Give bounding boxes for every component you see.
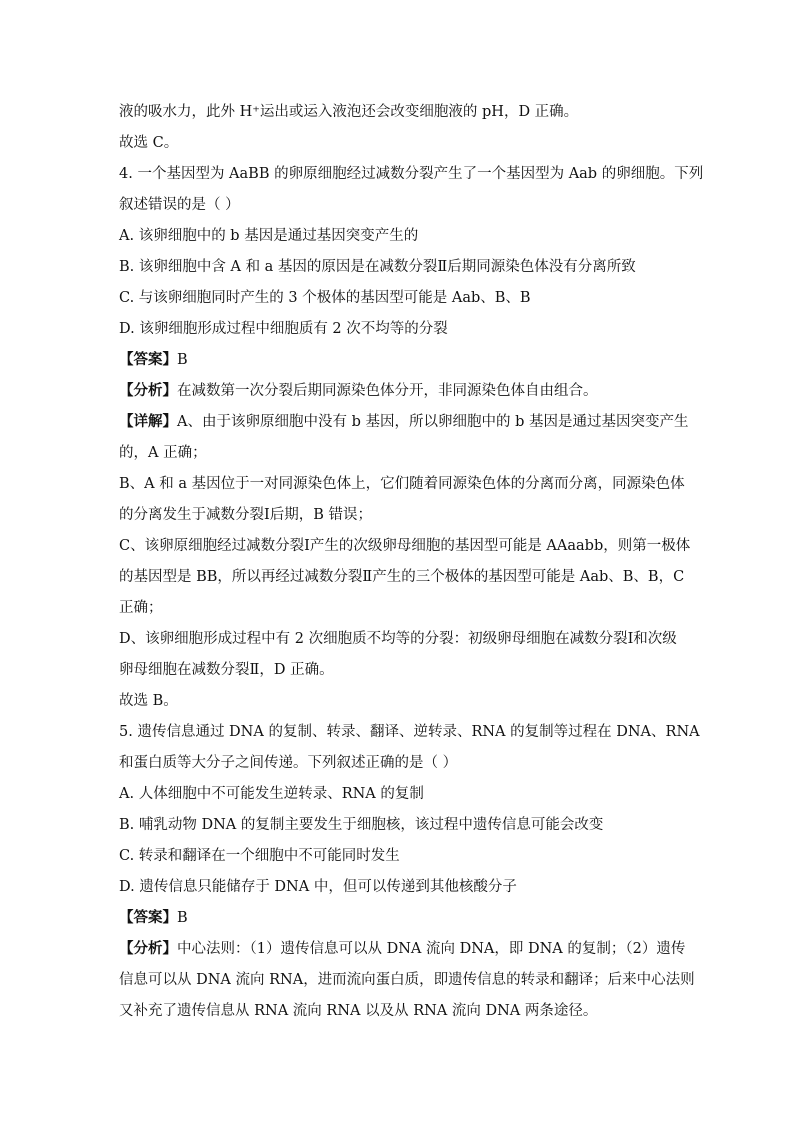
question-5-option-b: B. 哺乳动物 DNA 的复制主要发生于细胞核，该过程中遗传信息可能会改变 [119,817,604,833]
question-4-answer [119,350,679,370]
question-4-option-c: C. 与该卵细胞同时产生的 3 个极体的基因型可能是 Aab、B、B [119,290,531,306]
text-line: 的基因型是 BB，所以再经过减数分裂Ⅱ产生的三个极体的基因型可能是 Aab、B、B，C [119,569,685,585]
analysis-label: 【分析】 [119,382,177,399]
answer-value: B [177,910,188,926]
analysis-text: 在减数第一次分裂后期同源染色体分开，非同源染色体自由组合。 [177,383,598,399]
detail-label: 【详解】 [119,413,177,430]
text-line: 的，A 正确； [119,445,207,461]
question-5-option-c: C. 转录和翻译在一个细胞中不可能同时发生 [119,848,400,864]
analysis-label: 【分析】 [119,940,177,957]
question-5-option-a: A. 人体细胞中不可能发生逆转录、RNA 的复制 [119,786,424,802]
text-line: C、该卵原细胞经过减数分裂Ⅰ产生的次级卵母细胞的基因型可能是 AAaabb，则第一极体 [119,538,691,554]
question-4-option-a: A. 该卵细胞中的 b 基因是通过基因突变产生的 [119,228,419,244]
text-line: 又补充了遗传信息从 RNA 流向 RNA 以及从 RNA 流向 DNA 两条途径。 [119,1003,598,1019]
question-4-stem: 4. 一个基因型为 AaBB 的卵原细胞经过减数分裂产生了一个基因型为 Aab 的卵细胞。下列 [119,166,704,182]
question-5-stem: 和蛋白质等大分子之间传递。下列叙述正确的是（ ） [119,755,458,771]
text-line: 卵母细胞在减数分裂Ⅱ，D 正确。 [119,662,334,678]
text-line: 故选 C。 [119,135,179,151]
question-4-option-d: D. 该卵细胞形成过程中细胞质有 2 次不均等的分裂 [119,321,448,337]
question-4-stem: 叙述错误的是（ ） [119,197,240,213]
question-5-option-d: D. 遗传信息只能储存于 DNA 中，但可以传递到其他核酸分子 [119,879,517,895]
answer-label: 【答案】 [119,351,177,368]
text-line: 故选 B。 [119,693,178,709]
question-4-detail [119,412,689,432]
question-4-option-b: B. 该卵细胞中含 A 和 a 基因的原因是在减数分裂Ⅱ后期同源染色体没有分离所致 [119,259,636,275]
text-line: B、A 和 a 基因位于一对同源染色体上，它们随着同源染色体的分离而分离，同源染色体 [119,476,685,492]
question-5-answer [119,908,679,928]
text-line: 的分离发生于减数分裂Ⅰ后期，B 错误； [119,507,372,523]
text-line: 液的吸水力，此外 H⁺运出或运入液泡还会改变细胞液的 pH，D 正确。 [119,104,579,120]
question-5-analysis [119,939,686,959]
answer-label: 【答案】 [119,909,177,926]
answer-value: B [177,352,188,368]
detail-text: A、由于该卵原细胞中没有 b 基因，所以卵细胞中的 b 基因是通过基因突变产生 [177,414,689,430]
question-5-stem: 5. 遗传信息通过 DNA 的复制、转录、翻译、逆转录、RNA 的复制等过程在 DNA、RNA [119,724,700,740]
text-line: D、该卵细胞形成过程中有 2 次细胞质不均等的分裂：初级卵母细胞在减数分裂Ⅰ和次级 [119,631,677,647]
analysis-text: 中心法则：（1）遗传信息可以从 DNA 流向 DNA，即 DNA 的复制；（2）遗传 [177,941,686,957]
text-line: 信息可以从 DNA 流向 RNA，进而流向蛋白质，即遗传信息的转录和翻译；后来中心法则 [119,972,695,988]
question-4-analysis [119,381,679,401]
text-line: 正确； [119,600,163,616]
